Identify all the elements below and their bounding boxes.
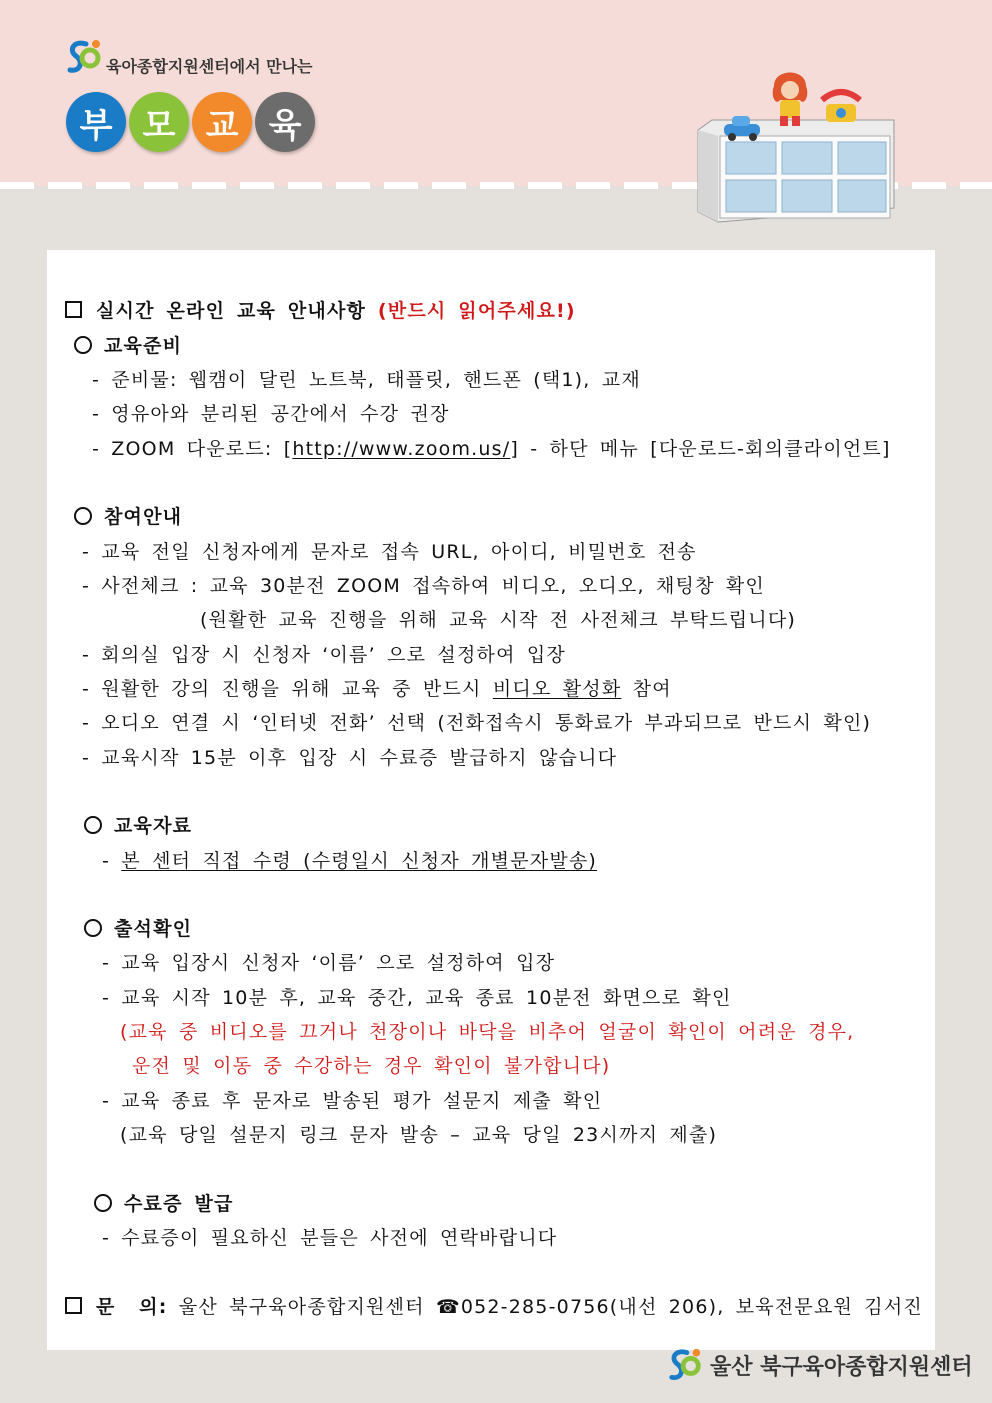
footer-logo [666,1345,973,1385]
section-participation-title [74,502,182,529]
participation-item-3: - 회의실 입장 시 신청자 ‘이름’ 으로 설정하여 입장 [82,644,566,666]
title-circles [66,92,315,152]
section-participation-title-text: 참여안내 [104,506,183,528]
materials-dash: - [102,850,122,872]
video-prefix: - 원활한 강의 진행을 위해 교육 중 반드시 [82,678,493,700]
zoom-download-link[interactable]: http://www.zoom.us/ [292,438,511,460]
contact-phone: 052-285-0756(내선 206), 보육전문요원 김서진 [460,1296,923,1318]
participation-item-late: - 교육시작 15분 이후 입장 시 수료증 발급하지 않습니다 [82,747,618,769]
section-prep-title-text: 교육준비 [104,335,183,357]
center-logo [64,36,313,78]
title-circle-1: 부 [66,92,126,152]
attendance-survey-note: (교육 당일 설문지 링크 문자 발송 – 교육 당일 23시까지 제출) [120,1124,718,1146]
zoom-prefix: - ZOOM 다운로드: [ [92,438,293,460]
participation-item-audio: - 오디오 연결 시 ‘인터넷 전화’ 선택 (전화접속시 통화료가 부과되므로 반드시 확인) [82,712,872,734]
contact-line [65,1292,923,1319]
attendance-warning-1: (교육 중 비디오를 끄거나 천장이나 바닥을 비추어 얼굴이 확인이 어려운 경우, [120,1021,855,1043]
materials-item-text: 본 센터 직접 수령 (수령일시 신청자 개별문자발송) [121,850,598,872]
notice-heading [65,296,576,323]
title-circle-3: 교 [192,92,252,152]
contact-org: 울산 북구육아종합지원센터 [178,1296,425,1318]
certificate-item: - 수료증이 필요하신 분들은 사전에 연락바랍니다 [102,1227,558,1249]
video-emphasis: 비디오 활성화 [492,678,622,700]
notice-heading-emphasis: (반드시 읽어주세요!) [377,300,576,322]
center-logo-icon [64,36,104,78]
section-attendance-title-text: 출석확인 [114,918,193,940]
video-suffix: 참여 [621,678,672,700]
participation-item-2: - 사전체크 : 교육 30분전 ZOOM 접속하여 비디오, 오디오, 채팅창 확인 [82,575,765,597]
participation-item-2-note: (원활한 교육 진행을 위해 교육 시작 전 사전체크 부탁드립니다) [200,609,796,631]
prep-item-1: - 준비물: 웹캠이 달린 노트북, 태플릿, 핸드폰 (택1), 교재 [92,369,641,391]
checkbox-square-icon [65,1297,82,1314]
materials-item [102,846,597,873]
title-circle-2: 모 [129,92,189,152]
section-materials-title-text: 교육자료 [114,815,193,837]
checkbox-square-icon [65,301,82,318]
participation-item-1: - 교육 전일 신청자에게 문자로 접속 URL, 아이디, 비밀번호 전송 [82,541,697,563]
participation-item-video [82,674,672,701]
circle-bullet-icon [74,336,92,354]
toy-shelf-illustration [692,66,902,226]
title-circle-4: 육 [255,92,315,152]
section-materials-title [84,811,192,838]
circle-bullet-icon [84,816,102,834]
circle-bullet-icon [74,507,92,525]
circle-bullet-icon [84,919,102,937]
section-prep-title [74,331,182,358]
phone-icon: ☎ [435,1296,461,1318]
attendance-warning-2: 운전 및 이동 중 수강하는 경우 확인이 불가합니다) [132,1055,611,1077]
section-attendance-title [84,914,192,941]
attendance-item-2: - 교육 시작 10분 후, 교육 중간, 교육 종료 10분전 화면으로 확인 [102,987,732,1009]
attendance-survey: - 교육 종료 후 문자로 발송된 평가 설문지 제출 확인 [102,1090,603,1112]
prep-item-zoom [92,434,891,461]
header-subtitle: 육아종합지원센터에서 만나는 [106,56,313,76]
footer-logo-icon [666,1345,704,1385]
notice-heading-text: 실시간 온라인 교육 안내사항 [96,300,367,322]
contact-label: 문 의: [96,1296,168,1318]
section-certificate-title-text: 수료증 발급 [124,1193,234,1215]
section-certificate-title [94,1189,234,1216]
attendance-item-1: - 교육 입장시 신청자 ‘이름’ 으로 설정하여 입장 [102,952,556,974]
prep-item-2: - 영유아와 분리된 공간에서 수강 권장 [92,403,450,425]
footer-org-name: 울산 북구육아종합지원센터 [710,1354,973,1380]
circle-bullet-icon [94,1194,112,1212]
zoom-suffix: ] - 하단 메뉴 [다운로드-회의클라이언트] [510,438,891,460]
